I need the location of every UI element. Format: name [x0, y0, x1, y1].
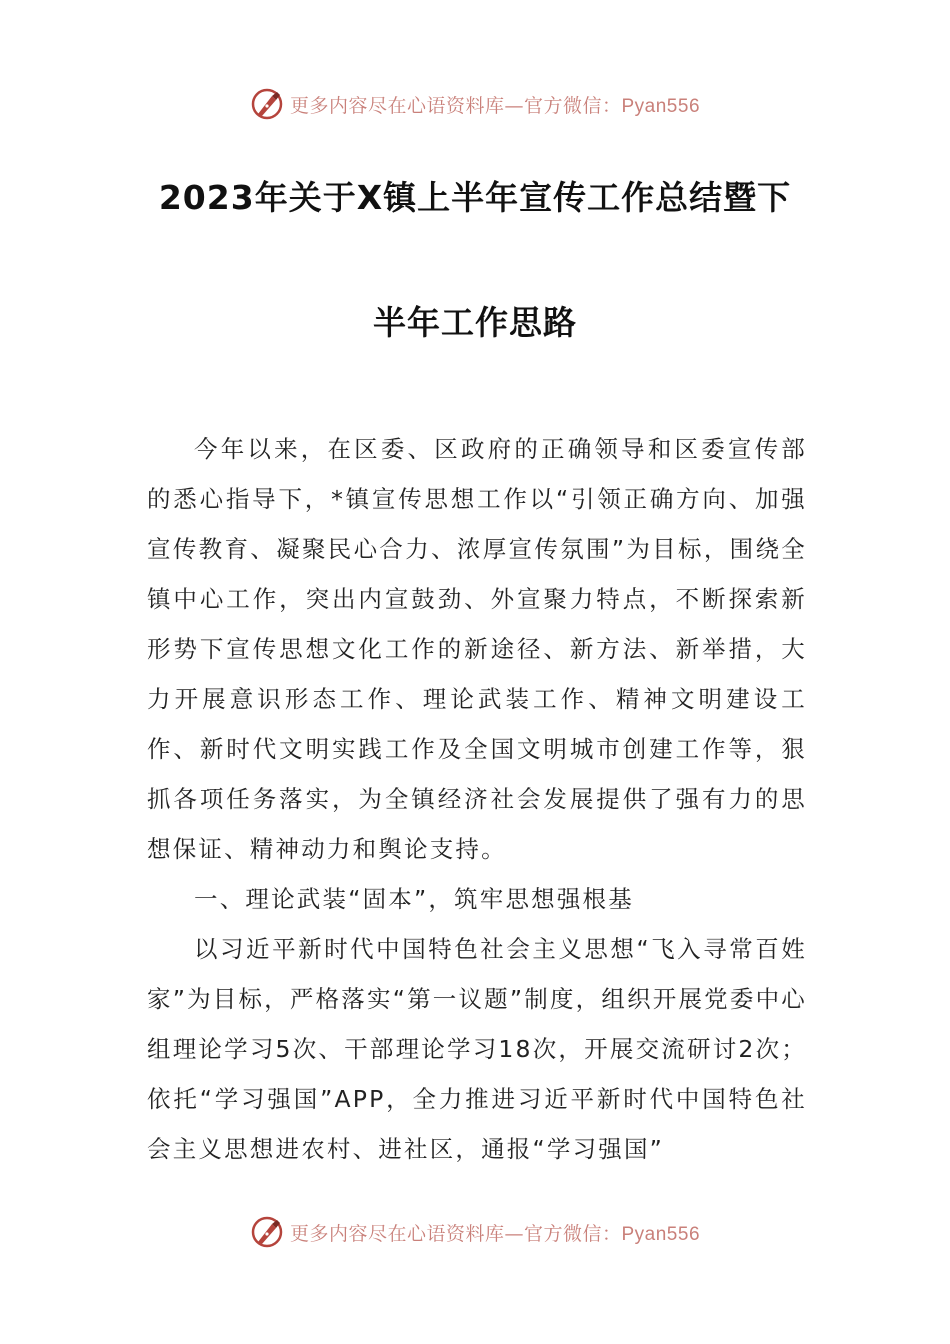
paragraph-text: 今年以来，在区委、区政府的正确领导和区委宣传部的悉心指导下，*镇宣传思想工作以“引领正确方向、加强宣传教育、凝聚民心合力、浓厚宣传氛围”为目标，围绕全镇中心工作，突出内宣鼓劲、外宣聚力特点，不断探索新形势下宣传思想文化工作的新途径、新方法、新举措，大力开展意识形态工作、理论武装工作、精神文明建设工作、新时代文明实践工作及全国文明城市创建工作等，狠抓各项任务落实，为全镇经济社会发展提供了强有力的思想保证、精神动力和舆论支持。	[147, 435, 807, 863]
document-title-line-2: 半年工作思路	[373, 303, 577, 342]
section-heading-text: 一、理论武装“固本”，筑牢思想强根基	[194, 885, 634, 913]
watermark-banner-top	[0, 84, 950, 124]
document-title-line-1: 2023年关于X镇上半年宣传工作总结暨下	[158, 178, 792, 217]
body-paragraph-section-1	[147, 924, 807, 1174]
pen-nib-circle-logo-icon	[250, 87, 284, 121]
pen-nib-circle-logo-icon	[250, 1215, 284, 1249]
watermark-text: 更多内容尽在心语资料库—官方微信：Pyan556	[289, 94, 701, 117]
paragraph-text: 以习近平新时代中国特色社会主义思想“飞入寻常百姓家”为目标，严格落实“第一议题”制度，组织开展党委中心组理论学习5次、干部理论学习18次，开展交流研讨2次；依托“学习强国”APP，全力推进习近平新时代中国特色社会主义思想进农村、进社区，通报“学习强国”	[147, 935, 807, 1163]
watermark-banner-bottom	[0, 1212, 950, 1252]
watermark-wechat-id: Pyan556	[621, 1223, 701, 1245]
body-paragraph-intro	[147, 424, 807, 874]
watermark-text: 更多内容尽在心语资料库—官方微信：Pyan556	[289, 1222, 701, 1245]
section-heading-1	[147, 874, 807, 924]
watermark-wechat-id: Pyan556	[621, 95, 701, 117]
